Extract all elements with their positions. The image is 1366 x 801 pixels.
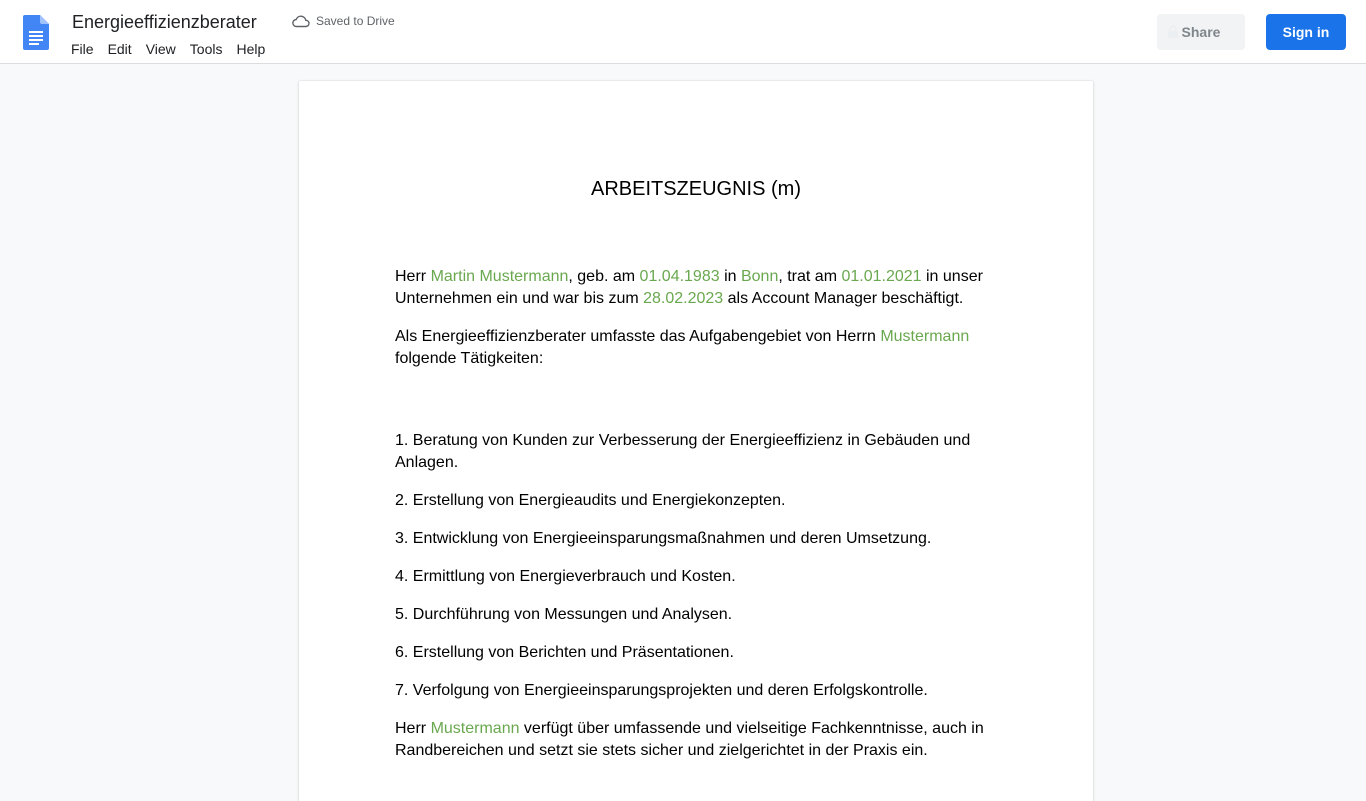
share-button[interactable] <box>1157 14 1245 50</box>
task-item: 4. Ermittlung von Energieverbrauch und Kosten. <box>395 568 736 585</box>
birth-place: Bonn <box>740 268 779 285</box>
start-date: 01.01.2021 <box>841 268 922 285</box>
menu-bar <box>64 38 272 60</box>
task-item: 6. Erstellung von Berichten und Präsentationen. <box>395 644 734 661</box>
menu-view[interactable]: View <box>145 41 176 57</box>
lock-icon <box>1167 25 1179 39</box>
task-item: 5. Durchführung von Messungen und Analysen. <box>395 606 733 623</box>
google-docs-icon[interactable] <box>23 15 49 50</box>
task-item: 7. Verfolgung von Energieeinsparungsprojekten und deren Erfolgskontrolle. <box>395 682 928 699</box>
save-status-label: Saved to Drive <box>316 14 395 28</box>
cloud-done-icon <box>292 14 310 28</box>
empty-line <box>395 386 995 430</box>
intro-paragraph: Herr Martin Mustermann, geb. am 01.04.1983 in Bonn, trat am 01.01.2021 in unser Unternehmen ein und war bis zum 28.02.2023 als Account Manager beschäftigt. <box>395 268 983 307</box>
end-date: 28.02.2023 <box>643 290 724 307</box>
skills-paragraph: Herr Mustermann verfügt über umfassende und vielseitige Fachkenntnisse, auch in Randbereichen und setzt sie stets sicher und zielgerichtet in der Praxis ein. <box>395 720 984 759</box>
document-page[interactable] <box>299 81 1093 801</box>
task-item: 2. Erstellung von Energieaudits und Energiekonzepten. <box>395 492 786 509</box>
menu-edit[interactable]: Edit <box>107 41 132 57</box>
birth-date: 01.04.1983 <box>639 268 720 285</box>
employee-surname: Mustermann <box>880 328 970 345</box>
task-item: 3. Entwicklung von Energieeinsparungsmaßnahmen und deren Umsetzung. <box>395 530 932 547</box>
tasks-intro-paragraph: Als Energieeffizienzberater umfasste das Aufgabengebiet von Herrn Mustermann folgende Tätigkeiten: <box>395 328 970 367</box>
employee-name: Martin Mustermann <box>430 268 569 285</box>
sign-in-button[interactable]: Sign in <box>1266 14 1346 50</box>
document-title[interactable]: Energieeffizienzberater <box>72 12 257 32</box>
top-bar <box>0 0 1366 64</box>
document-heading: ARBEITSZEUGNIS (m) <box>590 178 801 200</box>
menu-file[interactable]: File <box>71 41 94 57</box>
save-status[interactable] <box>292 13 395 29</box>
share-label: Share <box>1181 24 1221 40</box>
menu-help[interactable]: Help <box>236 41 266 57</box>
employee-surname: Mustermann <box>430 720 520 737</box>
task-item: 1. Beratung von Kunden zur Verbesserung der Energieeffizienz in Gebäuden und Anlagen. <box>395 432 971 471</box>
menu-tools[interactable]: Tools <box>189 41 223 57</box>
document-body <box>395 266 995 778</box>
